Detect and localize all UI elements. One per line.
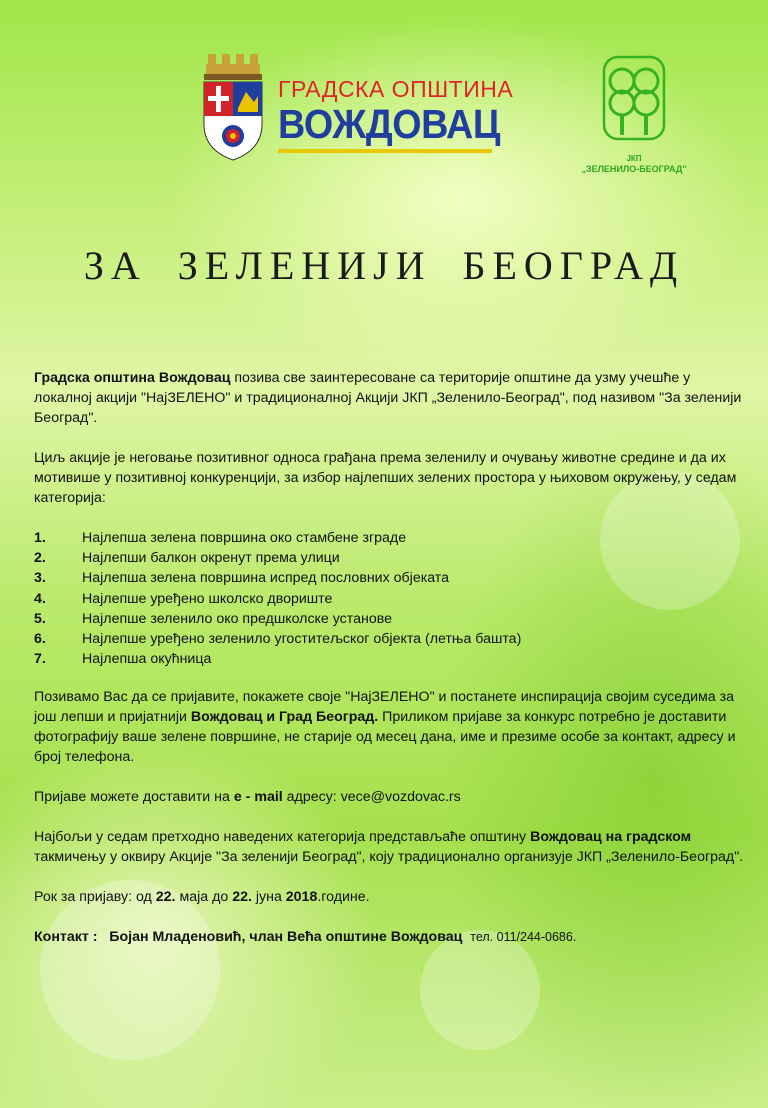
goal-paragraph: Циљ акције је неговање позитивног односа грађана према зеленилу и очувању животне средине и да их мотивише у позитивној конкуренцији, за избор најлепших зелених простора у њиховом окружењу, у седам категорија: (34, 450, 737, 506)
jkp-tree-icon (602, 55, 666, 141)
intro-paragraph (34, 368, 744, 428)
deadline-year: 2018 (285, 889, 318, 906)
deadline-text: Рок за пријаву: од (34, 889, 156, 906)
category-number: 7. (34, 651, 46, 668)
invite-text-2: Приликом пријаве за конкурс потребно је доставити фотографију ваше зелене површине, не старије од месец дана, име и презиме особе за контакт, адресу и број телефона. (34, 709, 736, 766)
deadline-date-2: 22. (232, 889, 252, 906)
invite-bold: Вождовац и Град Београд. (190, 709, 379, 726)
category-number: 3. (34, 570, 46, 587)
deadline-paragraph (34, 887, 744, 907)
municipality-name: ВОЖДОВАЦ (278, 101, 500, 147)
best-bold: Вождовац на градском (530, 829, 692, 846)
apply-text: Пријаве можете доставити на (34, 789, 234, 806)
category-number: 2. (34, 550, 46, 567)
category-number: 5. (34, 610, 46, 627)
bokeh-light (420, 930, 540, 1050)
intro-lead: Градска општина Вождовац (34, 370, 231, 386)
announcement-body (34, 368, 744, 947)
deadline-text: маја до (175, 889, 233, 906)
jkp-abbreviation: ЈКП (626, 154, 642, 163)
best-paragraph (34, 827, 744, 867)
category-label: Најлепша зелена површина око стамбене зграде (82, 530, 407, 546)
intro-text: позива све заинтересоване са територије општине да узму учешће у локалној акцији "НајЗЕЛЕНО" и традиционалној Акцији ЈКП „Зеленило-Београд", под називом "За зеленији Београд". (34, 370, 742, 426)
category-label: Најлепша окућница (82, 651, 212, 668)
deadline-text: јуна (251, 889, 286, 906)
contact-label: Контакт : (34, 929, 102, 946)
best-text-1: Најбољи у седам претходно наведених категорија представљаће општину (34, 829, 531, 846)
category-number: 4. (34, 590, 46, 607)
jkp-name: „ЗЕЛЕНИЛО-БЕОГРАД" (581, 164, 687, 174)
yellow-underline (278, 149, 492, 153)
category-item (34, 589, 744, 609)
apply-paragraph (34, 787, 744, 807)
category-item (34, 568, 744, 588)
category-item (34, 528, 744, 548)
vozdovac-coat-of-arms-icon (200, 52, 266, 164)
category-label: Најлепше зеленило око предшколске установе (82, 610, 392, 627)
category-item (34, 548, 744, 568)
category-number: 1. (34, 530, 46, 546)
invite-text-1: Позивамо Вас да се пријавите, покажете своје "НајЗЕЛЕНО" и постанете инспирација својим суседима за још лепши и пријатнији (34, 689, 735, 726)
category-label: Најлепше уређено школско двориште (82, 590, 333, 607)
category-item (34, 649, 744, 669)
apply-email-label: e - mail (233, 789, 283, 806)
best-text-2: такмичењу у оквиру Акције "За зеленији Београд", коју традиционално организује ЈКП „Зеленило-Београд". (34, 849, 744, 866)
deadline-text: .године. (317, 889, 370, 906)
categories-list (34, 528, 744, 669)
contact-person: Бојан Младеновић, члан Већа општине Вождовац (109, 929, 463, 946)
category-item (34, 609, 744, 629)
apply-text-2: адресу: (282, 789, 341, 806)
page-title: ЗА ЗЕЛЕНИЈИ БЕОГРАД (83, 243, 685, 288)
invite-paragraph (34, 687, 744, 767)
municipality-wordmark (278, 76, 519, 153)
category-number: 6. (34, 630, 46, 647)
category-label: Најлепши балкон окренут према улици (82, 550, 340, 567)
municipality-label: ГРАДСКА ОПШТИНА (278, 76, 514, 102)
contact-paragraph (34, 927, 744, 947)
email-link[interactable]: vece@vozdovac.rs (340, 789, 461, 806)
contact-phone: тел. 011/244-0686. (470, 930, 577, 945)
deadline-date-1: 22. (155, 889, 176, 906)
category-label: Најлепша зелена површина испред пословних објеката (82, 570, 450, 587)
category-label: Најлепше уређено зеленило угоститељског објекта (летња башта) (82, 630, 522, 647)
category-item (34, 629, 744, 649)
jkp-logo (564, 55, 704, 174)
